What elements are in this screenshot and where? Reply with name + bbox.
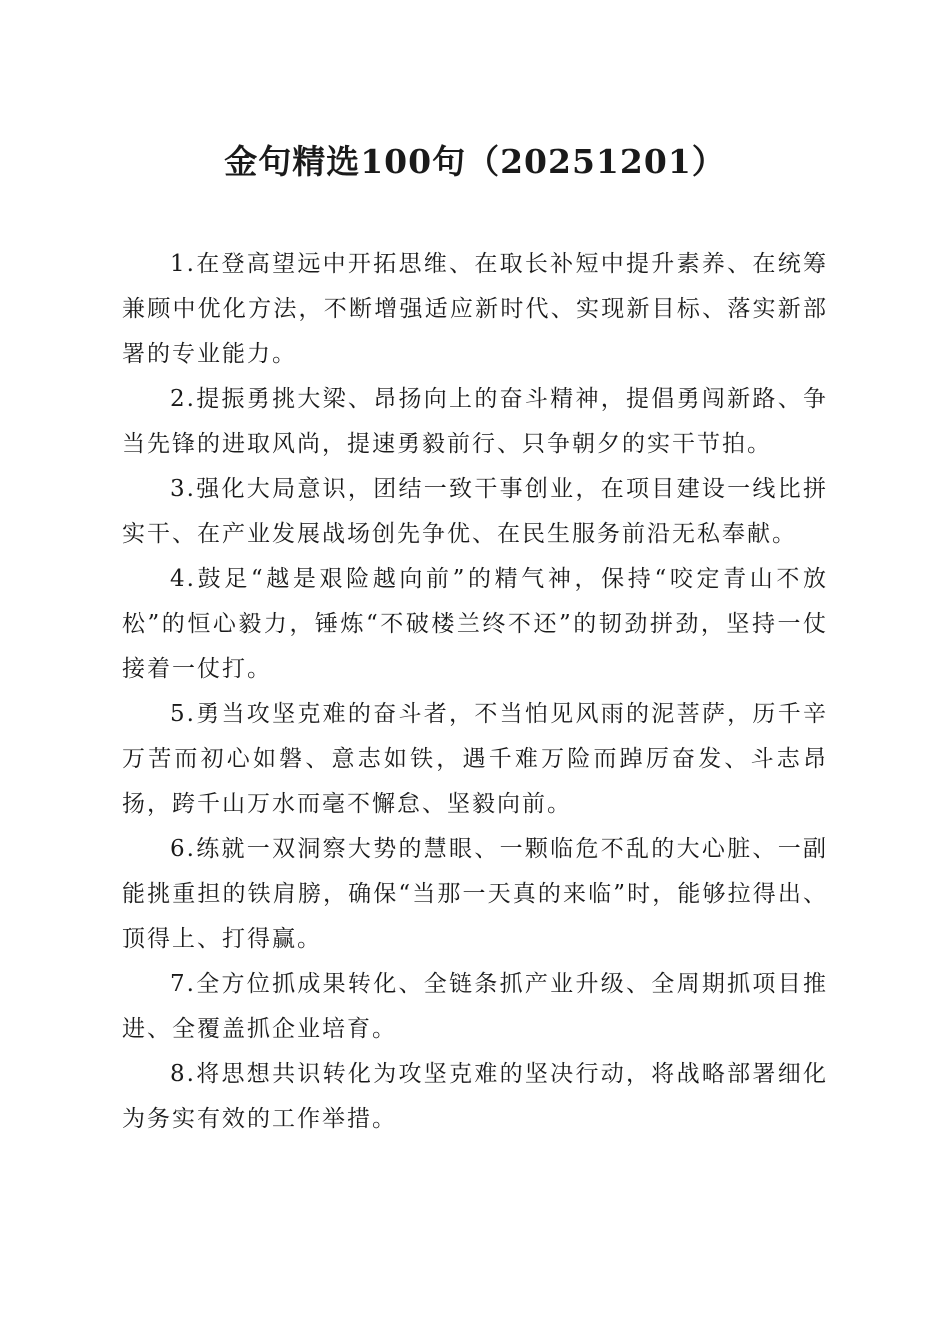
quote-item-1: 1.在登高望远中开拓思维、在取长补短中提升素养、在统筹兼顾中优化方法，不断增强适应新时代、实现新目标、落实新部署的专业能力。 — [122, 251, 828, 367]
quote-item-8: 8.将思想共识转化为攻坚克难的坚决行动，将战略部署细化为务实有效的工作举措。 — [122, 1061, 828, 1132]
quote-item-3: 3.强化大局意识，团结一致干事创业，在项目建设一线比拼实干、在产业发展战场创先争优、在民生服务前沿无私奉献。 — [122, 476, 828, 547]
quote-list — [122, 242, 828, 1142]
quote-item-6: 6.练就一双洞察大势的慧眼、一颗临危不乱的大心脏、一副能挑重担的铁肩膀，确保“当那一天真的来临”时，能够拉得出、顶得上、打得赢。 — [122, 836, 828, 952]
quote-item-7: 7.全方位抓成果转化、全链条抓产业升级、全周期抓项目推进、全覆盖抓企业培育。 — [122, 971, 828, 1042]
quote-item-4: 4.鼓足“越是艰险越向前”的精气神，保持“咬定青山不放松”的恒心毅力，锤炼“不破楼兰终不还”的韧劲拼劲，坚持一仗接着一仗打。 — [122, 566, 828, 682]
quote-item-5: 5.勇当攻坚克难的奋斗者，不当怕见风雨的泥菩萨，历千辛万苦而初心如磐、意志如铁，遇千难万险而踔厉奋发、斗志昂扬，跨千山万水而毫不懈怠、坚毅向前。 — [122, 701, 828, 817]
document-title: 金句精选100句（20251201） — [224, 142, 726, 181]
quote-item-2: 2.提振勇挑大梁、昂扬向上的奋斗精神，提倡勇闯新路、争当先锋的进取风尚，提速勇毅前行、只争朝夕的实干节拍。 — [122, 386, 828, 457]
